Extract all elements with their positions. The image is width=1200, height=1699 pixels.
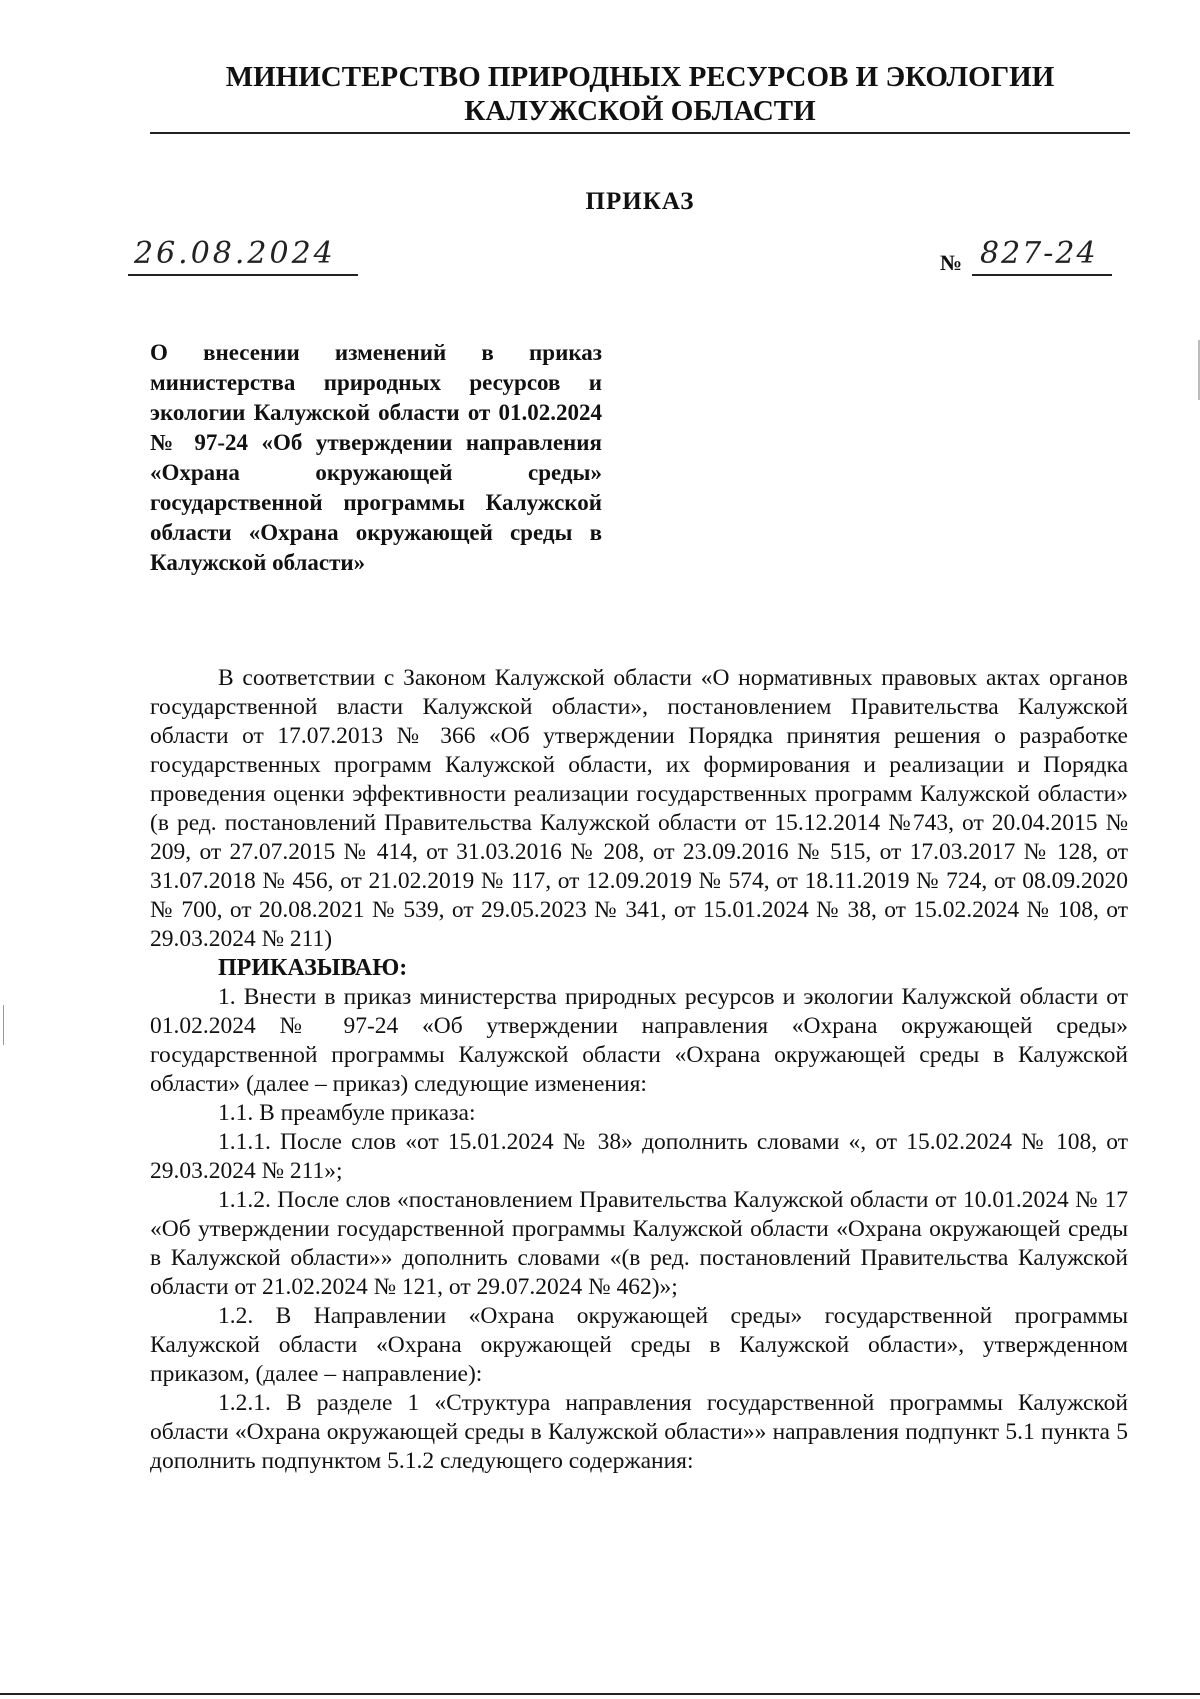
document-type-title: ПРИКАЗ: [585, 188, 695, 215]
order-subject: О внесении изменений в приказ министерства природных ресурсов и экологии Калужской области от 01.02.2024 № 97-24 «Об утверждении направления «Охрана окружающей среды» государственной программы Калужской области «Охрана окружающей среды в Калужской области»: [150, 340, 602, 575]
item-1-1: 1.1. В преамбуле приказа:: [218, 1100, 476, 1126]
header-divider: [150, 132, 1130, 134]
date-field: [128, 236, 358, 276]
ministry-name-line1: МИНИСТЕРСТВО ПРИРОДНЫХ РЕСУРСОВ И ЭКОЛОГИИ: [225, 61, 1055, 93]
item-1-1-1: 1.1.1. После слов «от 15.01.2024 № 38» дополнить словами «, от 15.02.2024 № 108, от 29.03.2024 № 211»;: [150, 1129, 1128, 1184]
ministry-name-line2: КАЛУЖСКОЙ ОБЛАСТИ: [464, 95, 816, 127]
document-body: [150, 664, 1128, 1476]
handwritten-number: 827-24: [980, 236, 1098, 271]
number-field: [972, 236, 1112, 276]
order-number: [940, 236, 1120, 278]
handwritten-date: 26.08.2024: [134, 236, 336, 271]
scan-artifact-left: [3, 1005, 4, 1045]
ministry-header: [150, 60, 1130, 128]
number-sign: №: [940, 250, 963, 275]
item-1-2: 1.2. В Направлении «Охрана окружающей среды» государственной программы Калужской области «Охрана окружающей среды в Калужской области», утвержденном приказом, (далее – направление):: [150, 1303, 1128, 1387]
preamble-paragraph: В соответствии с Законом Калужской области «О нормативных правовых актах органов государственной власти Калужской области», постановлением Правительства Калужской области от 17.07.2013 № 366 «Об утверждении Порядка принятия решения о разработке государственных программ Калужской области, их формирования и реализации и Порядка проведения оценки эффективности реализации государственных программ Калужской области» (в ред. постановлений Правительства Калужской области от 15.12.2014 №743, от 20.04.2015 № 209, от 27.07.2015 № 414, от 31.03.2016 № 208, от 23.09.2016 № 515, от 17.03.2017 № 128, от 31.07.2018 № 456, от 21.02.2019 № 117, от 12.09.2019 № 574, от 18.11.2019 № 724, от 08.09.2020 № 700, от 20.08.2021 № 539, от 29.05.2023 № 341, от 15.01.2024 № 38, от 15.02.2024 № 108, от 29.03.2024 № 211): [150, 665, 1128, 952]
item-1: 1. Внести в приказ министерства природных ресурсов и экологии Калужской области от 01.02.2024 № 97-24 «Об утверждении направления «Охрана окружающей среды» государственной программы Калужской области «Охрана окружающей среды в Калужской области» (далее – приказ) следующие изменения:: [150, 984, 1128, 1097]
item-1-2-1: 1.2.1. В разделе 1 «Структура направления государственной программы Калужской области «Охрана окружающей среды в Калужской области»» направления подпункт 5.1 пункта 5 дополнить подпунктом 5.1.2 следующего содержания:: [150, 1390, 1128, 1474]
order-directive-heading: ПРИКАЗЫВАЮ:: [218, 955, 408, 981]
item-1-1-2: 1.1.2. После слов «постановлением Правительства Калужской области от 10.01.2024 № 17 «Об утверждении государственной программы Калужской области «Охрана окружающей среды в Калужской области»» дополнить словами «(в ред. постановлений Правительства Калужской области от 21.02.2024 № 121, от 29.07.2024 № 462)»;: [150, 1187, 1128, 1300]
scan-bottom-edge: [0, 1693, 1200, 1695]
